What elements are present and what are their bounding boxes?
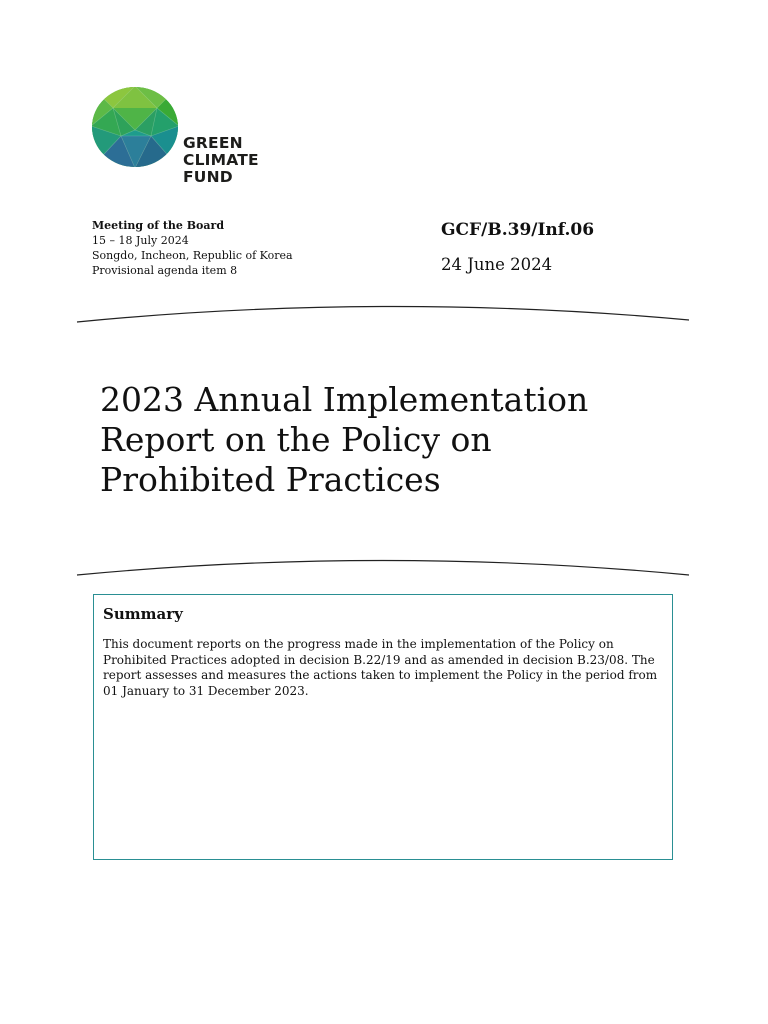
meeting-info [92, 218, 392, 278]
globe-icon [91, 86, 179, 168]
agenda-item: Provisional agenda item 8 [92, 264, 238, 277]
title-line: Prohibited Practices [100, 460, 441, 499]
header-divider-arc [0, 302, 768, 332]
summary-box [93, 594, 673, 860]
title-line: 2023 Annual Implementation [100, 380, 589, 419]
meeting-title: Meeting of the Board [92, 219, 225, 232]
summary-heading: Summary [103, 605, 183, 623]
document-reference: GCF/B.39/Inf.06 [441, 220, 595, 240]
page-title [100, 380, 660, 500]
meeting-location: Songdo, Incheon, Republic of Korea [92, 249, 293, 262]
document-date: 24 June 2024 [441, 255, 553, 274]
logo-line: FUND [183, 168, 233, 186]
summary-text: This document reports on the progress made in the implementation of the Policy on Prohibited Practices adopted in decision B.22/19 and as amended in decision B.23/08. The report assesses and measures the actions taken to implement the Policy in the period from 01 January to 31 December 2023. [103, 637, 658, 698]
meeting-dates: 15 – 18 July 2024 [92, 234, 189, 247]
gcf-logo [91, 86, 271, 190]
title-line: Report on the Policy on [100, 420, 492, 459]
logo-wordmark [183, 135, 259, 186]
logo-line: GREEN [183, 134, 243, 152]
logo-line: CLIMATE [183, 151, 259, 169]
title-divider-arc [0, 556, 768, 586]
